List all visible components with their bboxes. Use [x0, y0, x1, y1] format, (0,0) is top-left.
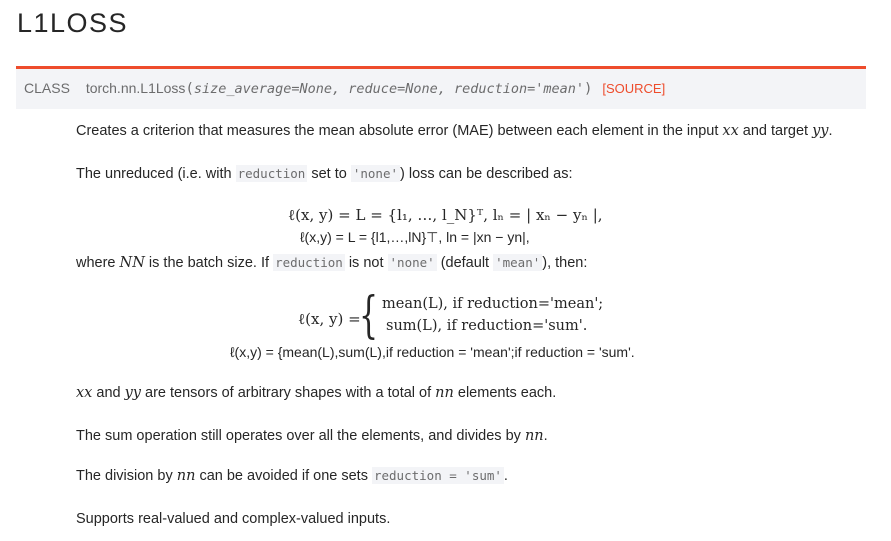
- class-name: torch.nn.L1Loss: [85, 80, 186, 96]
- code-reduction: reduction: [237, 166, 306, 181]
- division-paragraph: [76, 468, 508, 484]
- loss-equation-text: ℓ(x,y) = L = {l1,…,lN}⊤, ln = |xn − yn|,: [300, 229, 530, 245]
- code-reduction-sum: reduction = 'sum': [373, 468, 502, 483]
- para1-mid: and target: [738, 123, 813, 139]
- math-y: yy: [812, 123, 829, 139]
- reduction-case-sum: sum(L), if reduction='sum'.: [386, 318, 588, 334]
- math-x: xx: [722, 123, 739, 139]
- class-signature-box: [16, 66, 866, 109]
- left-brace: {: [359, 286, 379, 344]
- math-y-2: yy: [124, 385, 141, 401]
- description-paragraph: [76, 123, 833, 139]
- page-title: L1LOSS: [17, 8, 129, 38]
- tensor-shape-paragraph: [76, 385, 556, 401]
- para6-after: .: [503, 468, 508, 484]
- math-n-2: nn: [435, 385, 454, 401]
- para4-mid1: and: [92, 385, 125, 401]
- para4-mid2: are tensors of arbitrary shapes with a total of: [141, 385, 436, 401]
- loss-equation-rendered: ℓ(x, y) = L = {l₁, …, l_N}ᵀ, lₙ = | xₙ − yₙ |,: [288, 206, 603, 224]
- class-arguments: size_average=None, reduce=None, reduction='mean': [193, 81, 585, 97]
- math-n: NN: [119, 255, 145, 271]
- para3-before: where: [76, 255, 120, 271]
- reduction-case-mean: mean(L), if reduction='mean';: [382, 296, 604, 312]
- para2-after: ) loss can be described as:: [400, 166, 573, 182]
- para4-after: elements each.: [453, 385, 557, 401]
- unreduced-paragraph: [76, 166, 573, 182]
- code-reduction-2: reduction: [275, 255, 343, 270]
- para3-after: ), then:: [542, 255, 588, 271]
- para2-mid: set to: [307, 166, 351, 182]
- math-n-3: nn: [524, 428, 544, 444]
- code-none: 'none': [352, 166, 399, 181]
- reduction-equation-text: ℓ(x,y) = {mean(L),sum(L),if reduction = 'mean';if reduction = 'sum'.: [230, 344, 635, 360]
- source-link[interactable]: [SOURCE]: [602, 81, 666, 96]
- para5-before: The sum operation still operates over all the elements, and divides by: [76, 428, 525, 444]
- para1-before: Creates a criterion that measures the mean absolute error (MAE) between each element in the input: [76, 123, 723, 139]
- para2-before: The unreduced (i.e. with: [76, 166, 236, 182]
- class-signature: [24, 80, 665, 97]
- para3-mid2: is not: [344, 255, 388, 271]
- para7-text: Supports real-valued and complex-valued inputs.: [76, 511, 391, 527]
- para1-after: .: [828, 123, 833, 139]
- para3-mid1: is the batch size. If: [144, 255, 274, 271]
- open-paren: (: [185, 81, 194, 97]
- code-none-2: 'none': [389, 255, 435, 270]
- math-x-2: xx: [76, 385, 93, 401]
- sum-operation-paragraph: [76, 428, 548, 444]
- reduction-equation-lhs: ℓ(x, y) =: [298, 310, 361, 328]
- para5-after: .: [543, 428, 548, 444]
- para6-mid: can be avoided if one sets: [195, 468, 372, 484]
- para6-before: The division by: [76, 468, 177, 484]
- batch-size-paragraph: [76, 255, 587, 271]
- math-n-4: nn: [176, 468, 196, 484]
- class-keyword: CLASS: [24, 80, 70, 96]
- para3-mid3: (default: [436, 255, 494, 271]
- complex-support-paragraph: [76, 511, 390, 527]
- code-mean: 'mean': [495, 255, 541, 270]
- close-paren: ): [584, 81, 593, 97]
